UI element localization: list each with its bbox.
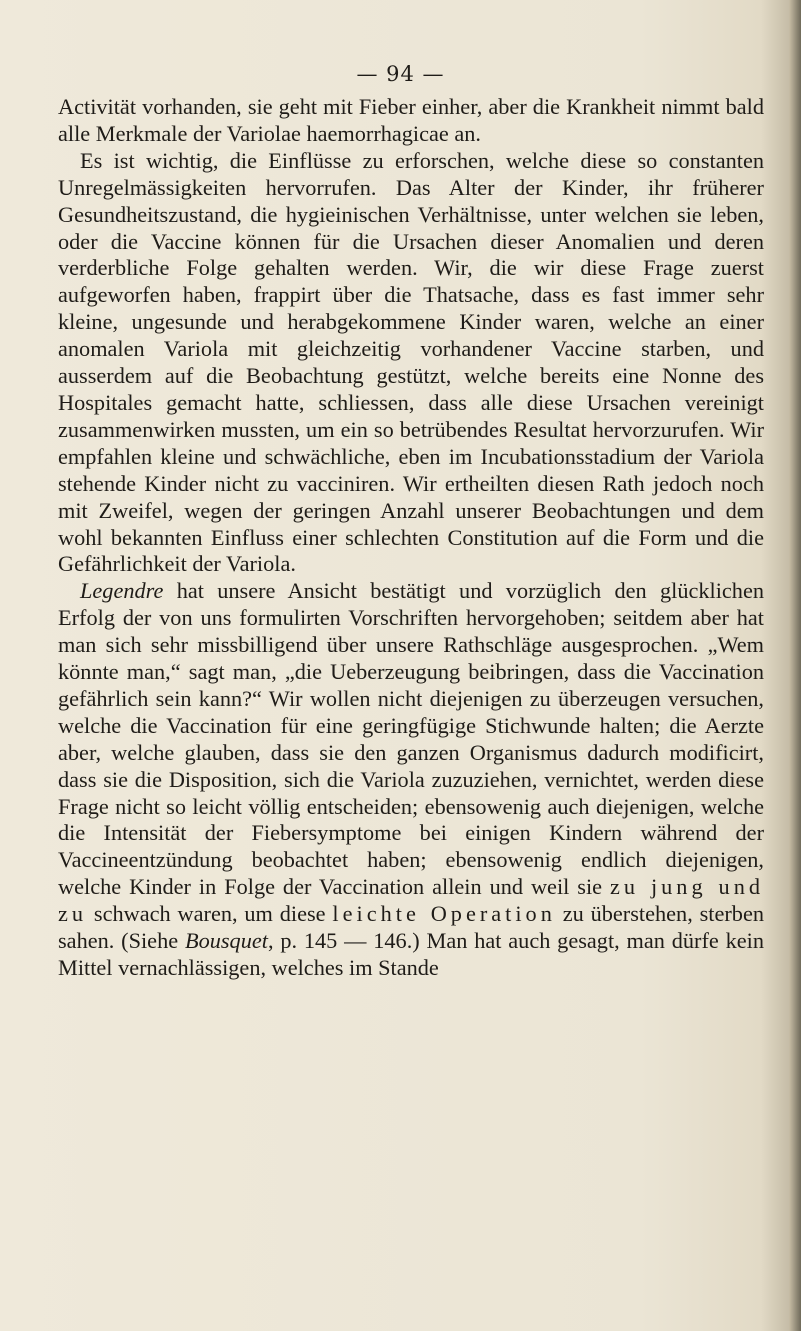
page-edge-shadow xyxy=(789,0,801,1331)
paragraph-3-part-b: schwach waren, um diese xyxy=(87,901,333,927)
paragraph-1: Activität vorhanden, sie geht mit Fieber einher, aber die Krankheit nimmt bald alle Merkmale der Variolae haemorrhagicae an. xyxy=(58,94,764,146)
reference-bousquet: Bousquet xyxy=(184,928,268,954)
emphasis-zu-jung: zu jung und zu xyxy=(58,874,764,927)
paragraph-3-part-d: , p. 145 — 146.) Man hat auch gesagt, man dürfe kein Mittel vernachlässigen, welches im Stande xyxy=(58,928,765,980)
paragraph-2: Es ist wichtig, die Einflüsse zu erforschen, welche diese so constanten Unregelmässigkeiten hervorrufen. Das Alter der Kinder, ihr früherer Gesundheitszustand, die hygieinischen Verhältnisse, unter welchen sie leben, oder die Vaccine können für die Ursachen dieser Anomalien und deren verderbliche Folge gehalten werden. Wir, die wir diese Frage zuerst aufgeworfen haben, frappirt über die Thatsache, dass es fast immer sehr kleine, ungesunde und herabgekommene Kinder waren, welche an einer anomalen Variola mit gleichzeitig vorhandener Vaccine starben, und ausserdem auf die Beobachtung gestützt, welche bereits eine Nonne des Hospitales gemacht hatte, schliessen, dass alle diese Ursachen vereinigt zusammenwirken mussten, um ein so betrübendes Resultat hervorzurufen. Wir empfahlen kleine und schwächliche, eben im Incubationsstadium der Variola stehende Kinder nicht zu vacciniren. Wir ertheilten diesen Rath jedoch noch mit Zweifel, wegen der geringen Anzahl unserer Beobachtungen und dem wohl bekannten Einfluss einer schlechten Constitution auf die Form und die Gefährlichkeit der Variola. xyxy=(58,147,764,577)
paragraph-3 xyxy=(58,578,764,982)
author-name-legendre: Legendre xyxy=(80,578,164,604)
paragraph-3-part-a: hat unsere Ansicht bestätigt und vorzüglich den glücklichen Erfolg der von uns formulirten Vorschriften hervorgehoben; seitdem aber hat man sich sehr missbilligend über unsere Rathschläge ausgesprochen. „Wem könnte man,“ sagt man, „die Ueberzeugung beibringen, dass die Vaccination gefährlich sein kann?“ Wir wollen nicht diejenigen zu überzeugen versuchen, welche die Vaccination für eine geringfügige Stichwunde halten; die Aerzte aber, welche glauben, dass sie den ganzen Organismus dadurch modificirt, dass sie die Disposition, sich die Variola zuzuziehen, vernichtet, werden diese Frage nicht so leicht völlig entscheiden; ebensowenig auch diejenigen, welche die Intensität der Fiebersymptome bei einigen Kindern während der Vaccineentzündung beobachtet haben; ebensowenig endlich diejenigen, welche Kinder in Folge der Vaccination allein und weil sie xyxy=(58,578,764,900)
emphasis-leichte-operation: leichte Operation xyxy=(332,901,556,927)
body-text xyxy=(58,94,764,982)
page-number: — 94 — xyxy=(356,62,445,86)
paragraph-3-part-c: zu überstehen, sterben sahen. (Siehe xyxy=(58,901,765,954)
